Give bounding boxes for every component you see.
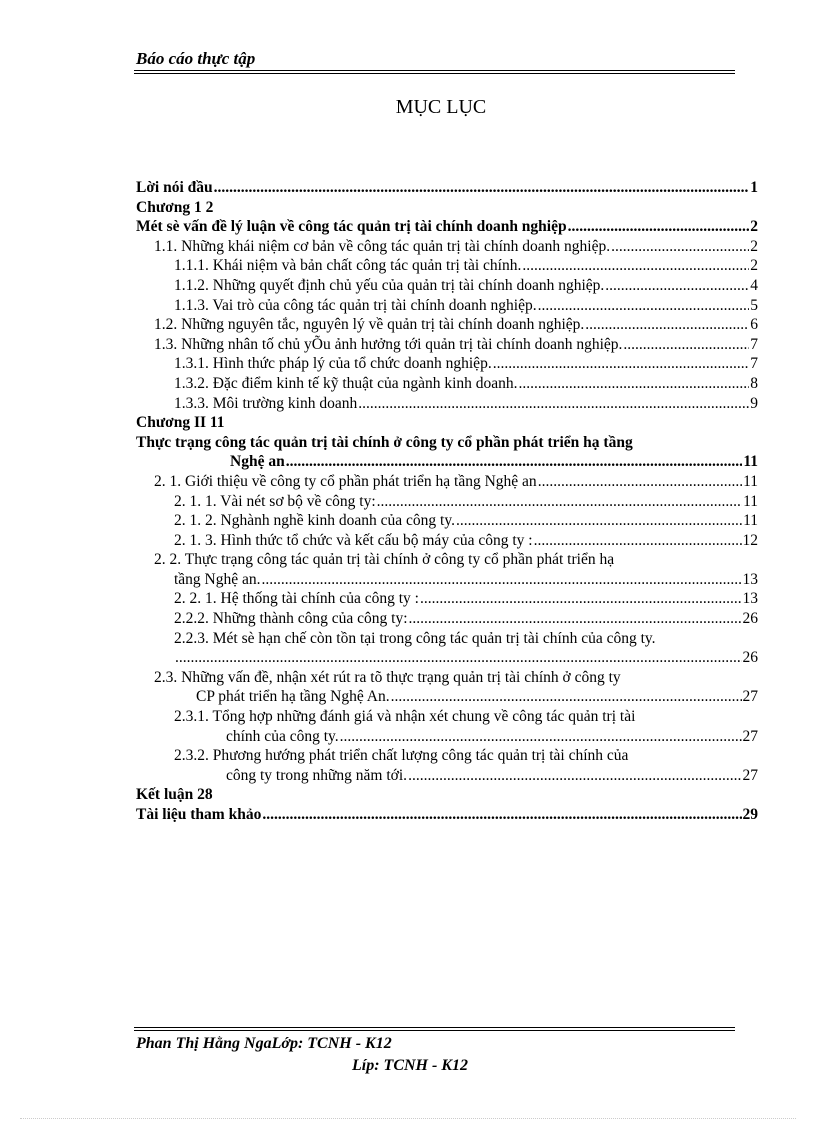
toc-entry-text: 2. 1. 3. Hình thức tổ chức và kết cấu bộ máy của công ty : bbox=[174, 531, 533, 549]
toc-entry-text: 1.3.1. Hình thức pháp lý của tổ chức doanh nghiệp. bbox=[174, 355, 492, 373]
toc-leader-dots bbox=[605, 276, 749, 296]
toc-entry-text: 2.3.2. Phương hướng phát triển chất lượng công tác quản trị tài chính của bbox=[174, 747, 629, 765]
toc-entry[interactable] bbox=[136, 531, 758, 551]
toc-leader-dots bbox=[522, 256, 749, 276]
toc-entry-text: 2.3. Những vấn đề, nhận xét rút ra tõ thực trạng quản trị tài chính ở công ty bbox=[154, 668, 621, 686]
toc-page-number: 27 bbox=[742, 688, 758, 706]
toc-entry-text: 1.3. Những nhân tố chủ yÕu ảnh hưởng tới quản trị tài chính doanh nghiệp. bbox=[154, 335, 623, 353]
toc-entry[interactable] bbox=[136, 805, 758, 825]
toc-leader-dots bbox=[538, 296, 750, 316]
toc-entry[interactable] bbox=[136, 217, 758, 237]
toc-page-number: 4 bbox=[750, 276, 758, 294]
toc-entry-text: 1.1.2. Những quyết định chủ yếu của quản trị tài chính doanh nghiệp. bbox=[174, 276, 605, 294]
toc-entry-text: 2. 1. 2. Nghành nghề kinh doanh của công ty. bbox=[174, 512, 455, 530]
toc-entry[interactable] bbox=[136, 413, 758, 433]
toc-leader-dots bbox=[408, 766, 741, 786]
toc-leader-dots bbox=[175, 648, 742, 668]
footer-rule-top bbox=[134, 1027, 735, 1028]
toc-page-number: 26 bbox=[742, 649, 758, 667]
toc-entry[interactable] bbox=[136, 707, 758, 727]
toc-page-number: 13 bbox=[742, 590, 758, 608]
toc-leader-dots bbox=[409, 609, 742, 629]
toc-entry-text: 2. 1. Giới thiệu về công ty cổ phần phát triển hạ tầng Nghệ an bbox=[154, 472, 537, 490]
toc-entry[interactable] bbox=[136, 746, 758, 766]
toc-page-number: 11 bbox=[743, 472, 758, 490]
toc-entry-text: 2.2.2. Những thành công của công ty: bbox=[174, 610, 408, 628]
header-rule-bottom bbox=[134, 73, 735, 74]
toc-leader-dots bbox=[391, 687, 742, 707]
header-rule-top bbox=[134, 70, 735, 71]
toc-leader-dots bbox=[214, 178, 750, 198]
toc-entry-text: 1.3.2. Đặc điểm kinh tế kỹ thuật của ngành kinh doanh. bbox=[174, 374, 518, 392]
toc-entry[interactable] bbox=[136, 589, 758, 609]
page-edge-divider bbox=[20, 1118, 796, 1119]
toc-entry[interactable] bbox=[136, 433, 758, 453]
toc-entry[interactable] bbox=[136, 492, 758, 512]
toc-leader-dots bbox=[340, 727, 742, 747]
toc-page-number: 27 bbox=[742, 727, 758, 745]
toc-entry[interactable] bbox=[136, 668, 758, 688]
toc-leader-dots bbox=[493, 354, 750, 374]
toc-entry[interactable] bbox=[136, 296, 758, 316]
toc-entry-text: 2. 1. 1. Vài nét sơ bộ về công ty: bbox=[174, 492, 376, 510]
toc-entry-text: Kết luận 28 bbox=[136, 786, 213, 804]
toc-entry[interactable] bbox=[136, 394, 758, 414]
toc-page-number: 2 bbox=[750, 237, 758, 255]
toc-entry-text: 2.2.3. Mét sè hạn chế còn tồn tại trong công tác quản trị tài chính của công ty. bbox=[174, 629, 656, 647]
toc-entry[interactable] bbox=[136, 766, 758, 786]
toc-entry-text: 1.3.3. Môi trường kinh doanh bbox=[174, 394, 358, 412]
toc-entry-text: 2. 2. 1. Hệ thống tài chính của công ty : bbox=[174, 590, 419, 608]
toc-entry[interactable] bbox=[136, 198, 758, 218]
toc-entry[interactable] bbox=[136, 452, 758, 472]
toc-entry-text: 2. 2. Thực trạng công tác quản trị tài chính ở công ty cổ phần phát triển hạ bbox=[154, 551, 615, 569]
toc-page-number: 13 bbox=[742, 570, 758, 588]
toc-page-number: 12 bbox=[742, 531, 758, 549]
toc-leader-dots bbox=[568, 217, 750, 237]
footer-line-2: Líp: TCNH - K12 bbox=[352, 1057, 468, 1074]
toc-entry[interactable] bbox=[136, 354, 758, 374]
toc-entry-text: 1.2. Những nguyên tắc, nguyên lý về quản trị tài chính doanh nghiệp. bbox=[154, 316, 585, 334]
toc-leader-dots bbox=[286, 452, 743, 472]
toc-leader-dots bbox=[534, 531, 742, 551]
toc-entry[interactable] bbox=[136, 609, 758, 629]
toc-page-number: 27 bbox=[742, 766, 758, 784]
toc-leader-dots bbox=[519, 374, 750, 394]
toc-entry[interactable] bbox=[136, 237, 758, 257]
toc-entry[interactable] bbox=[136, 335, 758, 355]
toc-page-number: 7 bbox=[750, 355, 758, 373]
toc-entry[interactable] bbox=[136, 315, 758, 335]
toc-entry-text: Thực trạng công tác quản trị tài chính ở công ty cổ phần phát triển hạ tầng bbox=[136, 433, 633, 451]
toc-entry[interactable] bbox=[136, 276, 758, 296]
toc-leader-dots bbox=[585, 315, 749, 335]
toc-page-number: 5 bbox=[750, 296, 758, 314]
toc-leader-dots bbox=[262, 805, 741, 825]
toc-entry[interactable] bbox=[136, 648, 758, 668]
toc-entry-text: chính của công ty. bbox=[226, 727, 339, 745]
toc-entry[interactable] bbox=[136, 550, 758, 570]
toc-page-number: 26 bbox=[742, 610, 758, 628]
toc-page-number: 8 bbox=[750, 374, 758, 392]
toc-entry-text: Nghệ an bbox=[230, 453, 285, 471]
footer-rule-bottom bbox=[134, 1030, 735, 1031]
toc-leader-dots bbox=[623, 335, 749, 355]
toc-entry[interactable] bbox=[136, 727, 758, 747]
toc-entry-text: Tài liệu tham khảo bbox=[136, 806, 262, 823]
toc-entry[interactable] bbox=[136, 256, 758, 276]
toc-page-number: 9 bbox=[750, 394, 758, 412]
toc-entry[interactable] bbox=[136, 374, 758, 394]
toc-leader-dots bbox=[377, 492, 742, 512]
toc-leader-dots bbox=[611, 237, 749, 257]
toc-page-number: 2 bbox=[750, 218, 758, 236]
toc-entry[interactable] bbox=[136, 472, 758, 492]
toc-leader-dots bbox=[456, 511, 742, 531]
toc-entry-text: 1.1.1. Khái niệm và bản chất công tác quản trị tài chính. bbox=[174, 257, 522, 275]
toc-page-number: 11 bbox=[743, 512, 758, 530]
toc-entry-text: 1.1. Những khái niệm cơ bản về công tác quản trị tài chính doanh nghiệp. bbox=[154, 237, 611, 255]
toc-entry[interactable] bbox=[136, 570, 758, 590]
toc-entry-text: tầng Nghệ an. bbox=[174, 570, 261, 588]
toc-page-number: 7 bbox=[750, 335, 758, 353]
table-of-contents bbox=[136, 178, 758, 825]
toc-entry-text: công ty trong những năm tới. bbox=[226, 766, 408, 784]
toc-entry[interactable] bbox=[136, 511, 758, 531]
toc-entry-text: Lời nói đầu bbox=[136, 179, 213, 196]
toc-entry[interactable] bbox=[136, 629, 758, 649]
toc-entry-text: 1.1.3. Vai trò của công tác quản trị tài chính doanh nghiệp. bbox=[174, 296, 537, 314]
toc-entry-text: Mét sè vấn đề lý luận về công tác quản trị tài chính doanh nghiệp bbox=[136, 218, 567, 236]
toc-leader-dots bbox=[538, 472, 742, 492]
toc-title: MỤC LỤC bbox=[395, 96, 487, 118]
footer-line-1: Phan Thị Hằng NgaLớp: TCNH - K12 bbox=[136, 1035, 392, 1052]
toc-page-number: 2 bbox=[750, 257, 758, 275]
header-title: Báo cáo thực tập bbox=[136, 49, 256, 68]
toc-entry-text: CP phát triển hạ tầng Nghệ An. bbox=[196, 688, 390, 706]
toc-entry-text: Chương II 11 bbox=[136, 414, 225, 432]
toc-page-number: 1 bbox=[750, 179, 758, 196]
toc-entry-text: Chương 1 2 bbox=[136, 198, 214, 216]
toc-page-number: 29 bbox=[742, 806, 758, 823]
toc-page-number: 11 bbox=[743, 492, 758, 510]
toc-entry[interactable] bbox=[136, 785, 758, 805]
toc-leader-dots bbox=[420, 589, 742, 609]
toc-leader-dots bbox=[262, 570, 742, 590]
toc-page-number: 6 bbox=[750, 316, 758, 334]
toc-entry-text: 2.3.1. Tổng hợp những đánh giá và nhận xét chung về công tác quản trị tài bbox=[174, 708, 636, 726]
toc-entry[interactable] bbox=[136, 178, 758, 198]
toc-page-number: 11 bbox=[743, 453, 758, 471]
toc-entry[interactable] bbox=[136, 687, 758, 707]
toc-leader-dots bbox=[358, 394, 749, 414]
